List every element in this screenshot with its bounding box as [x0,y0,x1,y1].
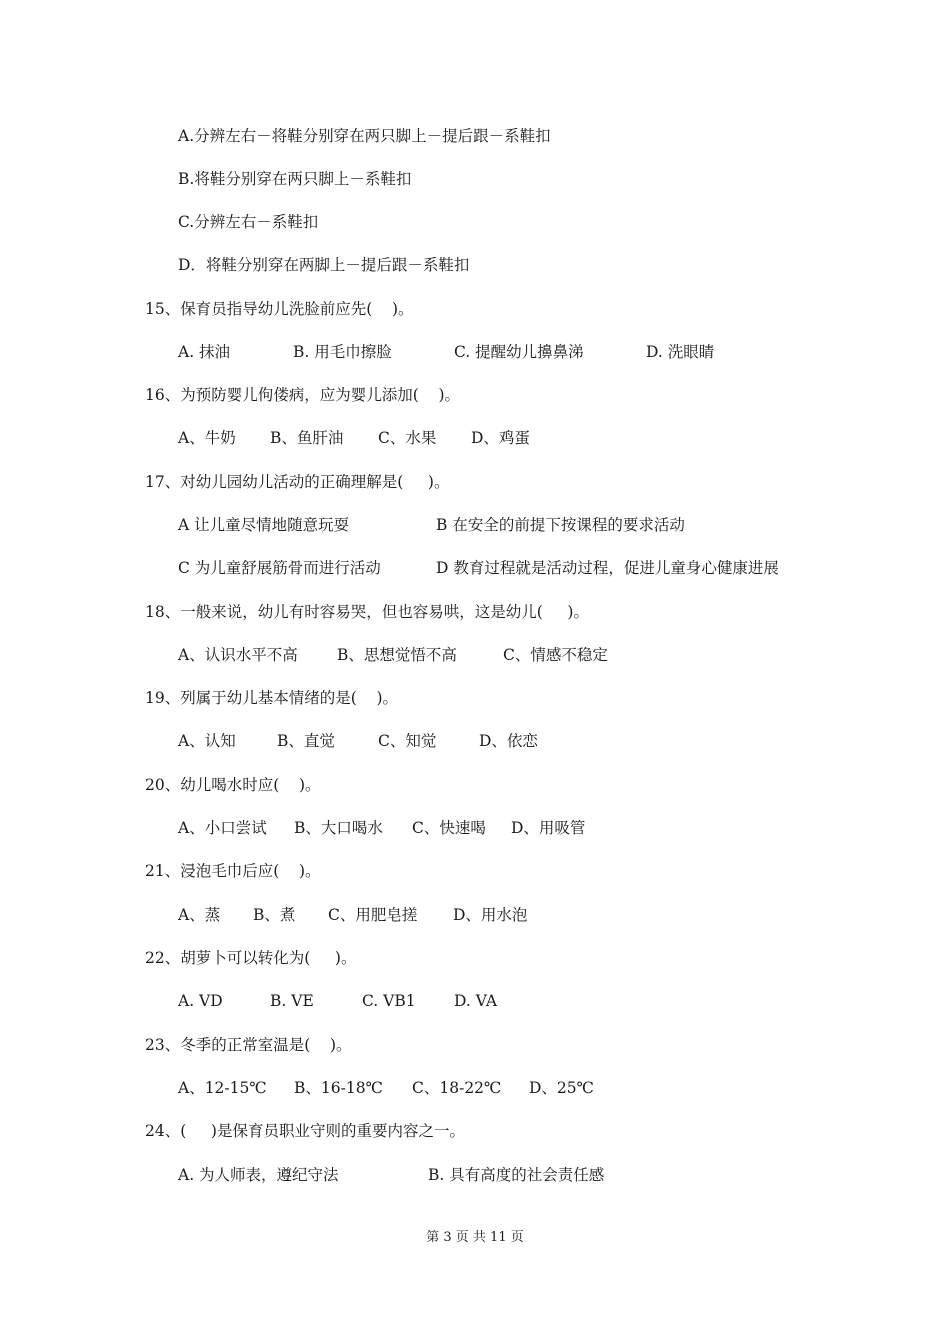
question-18-stem: 18、一般来说，幼儿有时容易哭，但也容易哄，这是幼儿( )。 [145,603,589,621]
option: B、鱼肝油 [270,429,344,447]
option: D、用水泡 [453,906,528,924]
option: D、用吸管 [511,819,586,837]
option: A 让儿童尽情地随意玩耍 [178,516,350,534]
option: A. VD [178,992,223,1010]
carryover-option-c: C.分辨左右－系鞋扣 [178,213,319,231]
question-24-options [0,1164,950,1230]
option: D、25℃ [529,1079,594,1097]
question-17-stem: 17、对幼儿园幼儿活动的正确理解是( )。 [145,473,450,491]
option: A. 为人师表，遵纪守法 [178,1166,339,1184]
option: C、知觉 [378,732,437,750]
question-19-stem: 19、列属于幼儿基本情绪的是( )。 [145,689,399,707]
question-23-stem: 23、冬季的正常室温是( )。 [145,1036,352,1054]
question-20-stem: 20、幼儿喝水时应( )。 [145,776,321,794]
question-22-options [0,990,950,1056]
option: C、水果 [378,429,437,447]
option: C 为儿童舒展筋骨而进行活动 [178,559,381,577]
option: C、情感不稳定 [503,646,608,664]
option: C、快速喝 [412,819,486,837]
question-18-options [0,644,950,710]
option: D. VA [454,992,498,1010]
option: C. VB1 [362,992,416,1010]
option: D. 洗眼睛 [646,343,715,361]
option: A、认识水平不高 [178,646,298,664]
option: B. VE [270,992,314,1010]
question-19-options [0,730,950,796]
question-15-options [0,341,950,407]
option: B、煮 [253,906,296,924]
option: A. 抹油 [178,343,231,361]
option: A、牛奶 [178,429,236,447]
option: B、16-18℃ [294,1079,383,1097]
question-16-options [0,427,950,493]
option: D、依恋 [479,732,538,750]
option: C、用肥皂搓 [328,906,418,924]
question-21-options [0,904,950,970]
option: A、小口尝试 [178,819,267,837]
option: D、鸡蛋 [471,429,530,447]
option: B 在安全的前提下按课程的要求活动 [436,516,685,534]
option: B、大口喝水 [294,819,383,837]
option: C、18-22℃ [412,1079,502,1097]
question-22-stem: 22、胡萝卜可以转化为( )。 [145,949,357,967]
question-21-stem: 21、浸泡毛巾后应( )。 [145,862,321,880]
option: A、蒸 [178,906,221,924]
carryover-option-b: B.将鞋分别穿在两只脚上－系鞋扣 [178,170,412,188]
option: B. 具有高度的社会责任感 [428,1166,605,1184]
option: B、思想觉悟不高 [337,646,457,664]
option: D 教育过程就是活动过程，促进儿童身心健康进展 [436,559,779,577]
option: B、直觉 [277,732,335,750]
question-20-options [0,817,950,883]
carryover-option-a: A.分辨左右－将鞋分别穿在两只脚上－提后跟－系鞋扣 [178,127,551,145]
question-23-options [0,1077,950,1143]
carryover-option-d: D．将鞋分别穿在两脚上－提后跟－系鞋扣 [178,256,470,274]
question-24-stem: 24、( )是保育员职业守则的重要内容之一。 [145,1122,465,1140]
option: A、认知 [178,732,236,750]
option: C. 提醒幼儿擤鼻涕 [454,343,584,361]
page-footer: 第 3 页 共 11 页 [426,1230,524,1245]
option: A、12-15℃ [178,1079,267,1097]
option: B. 用毛巾擦脸 [293,343,392,361]
question-15-stem: 15、保育员指导幼儿洗脸前应先( )。 [145,300,414,318]
question-16-stem: 16、为预防婴儿佝偻病，应为婴儿添加( )。 [145,386,461,404]
